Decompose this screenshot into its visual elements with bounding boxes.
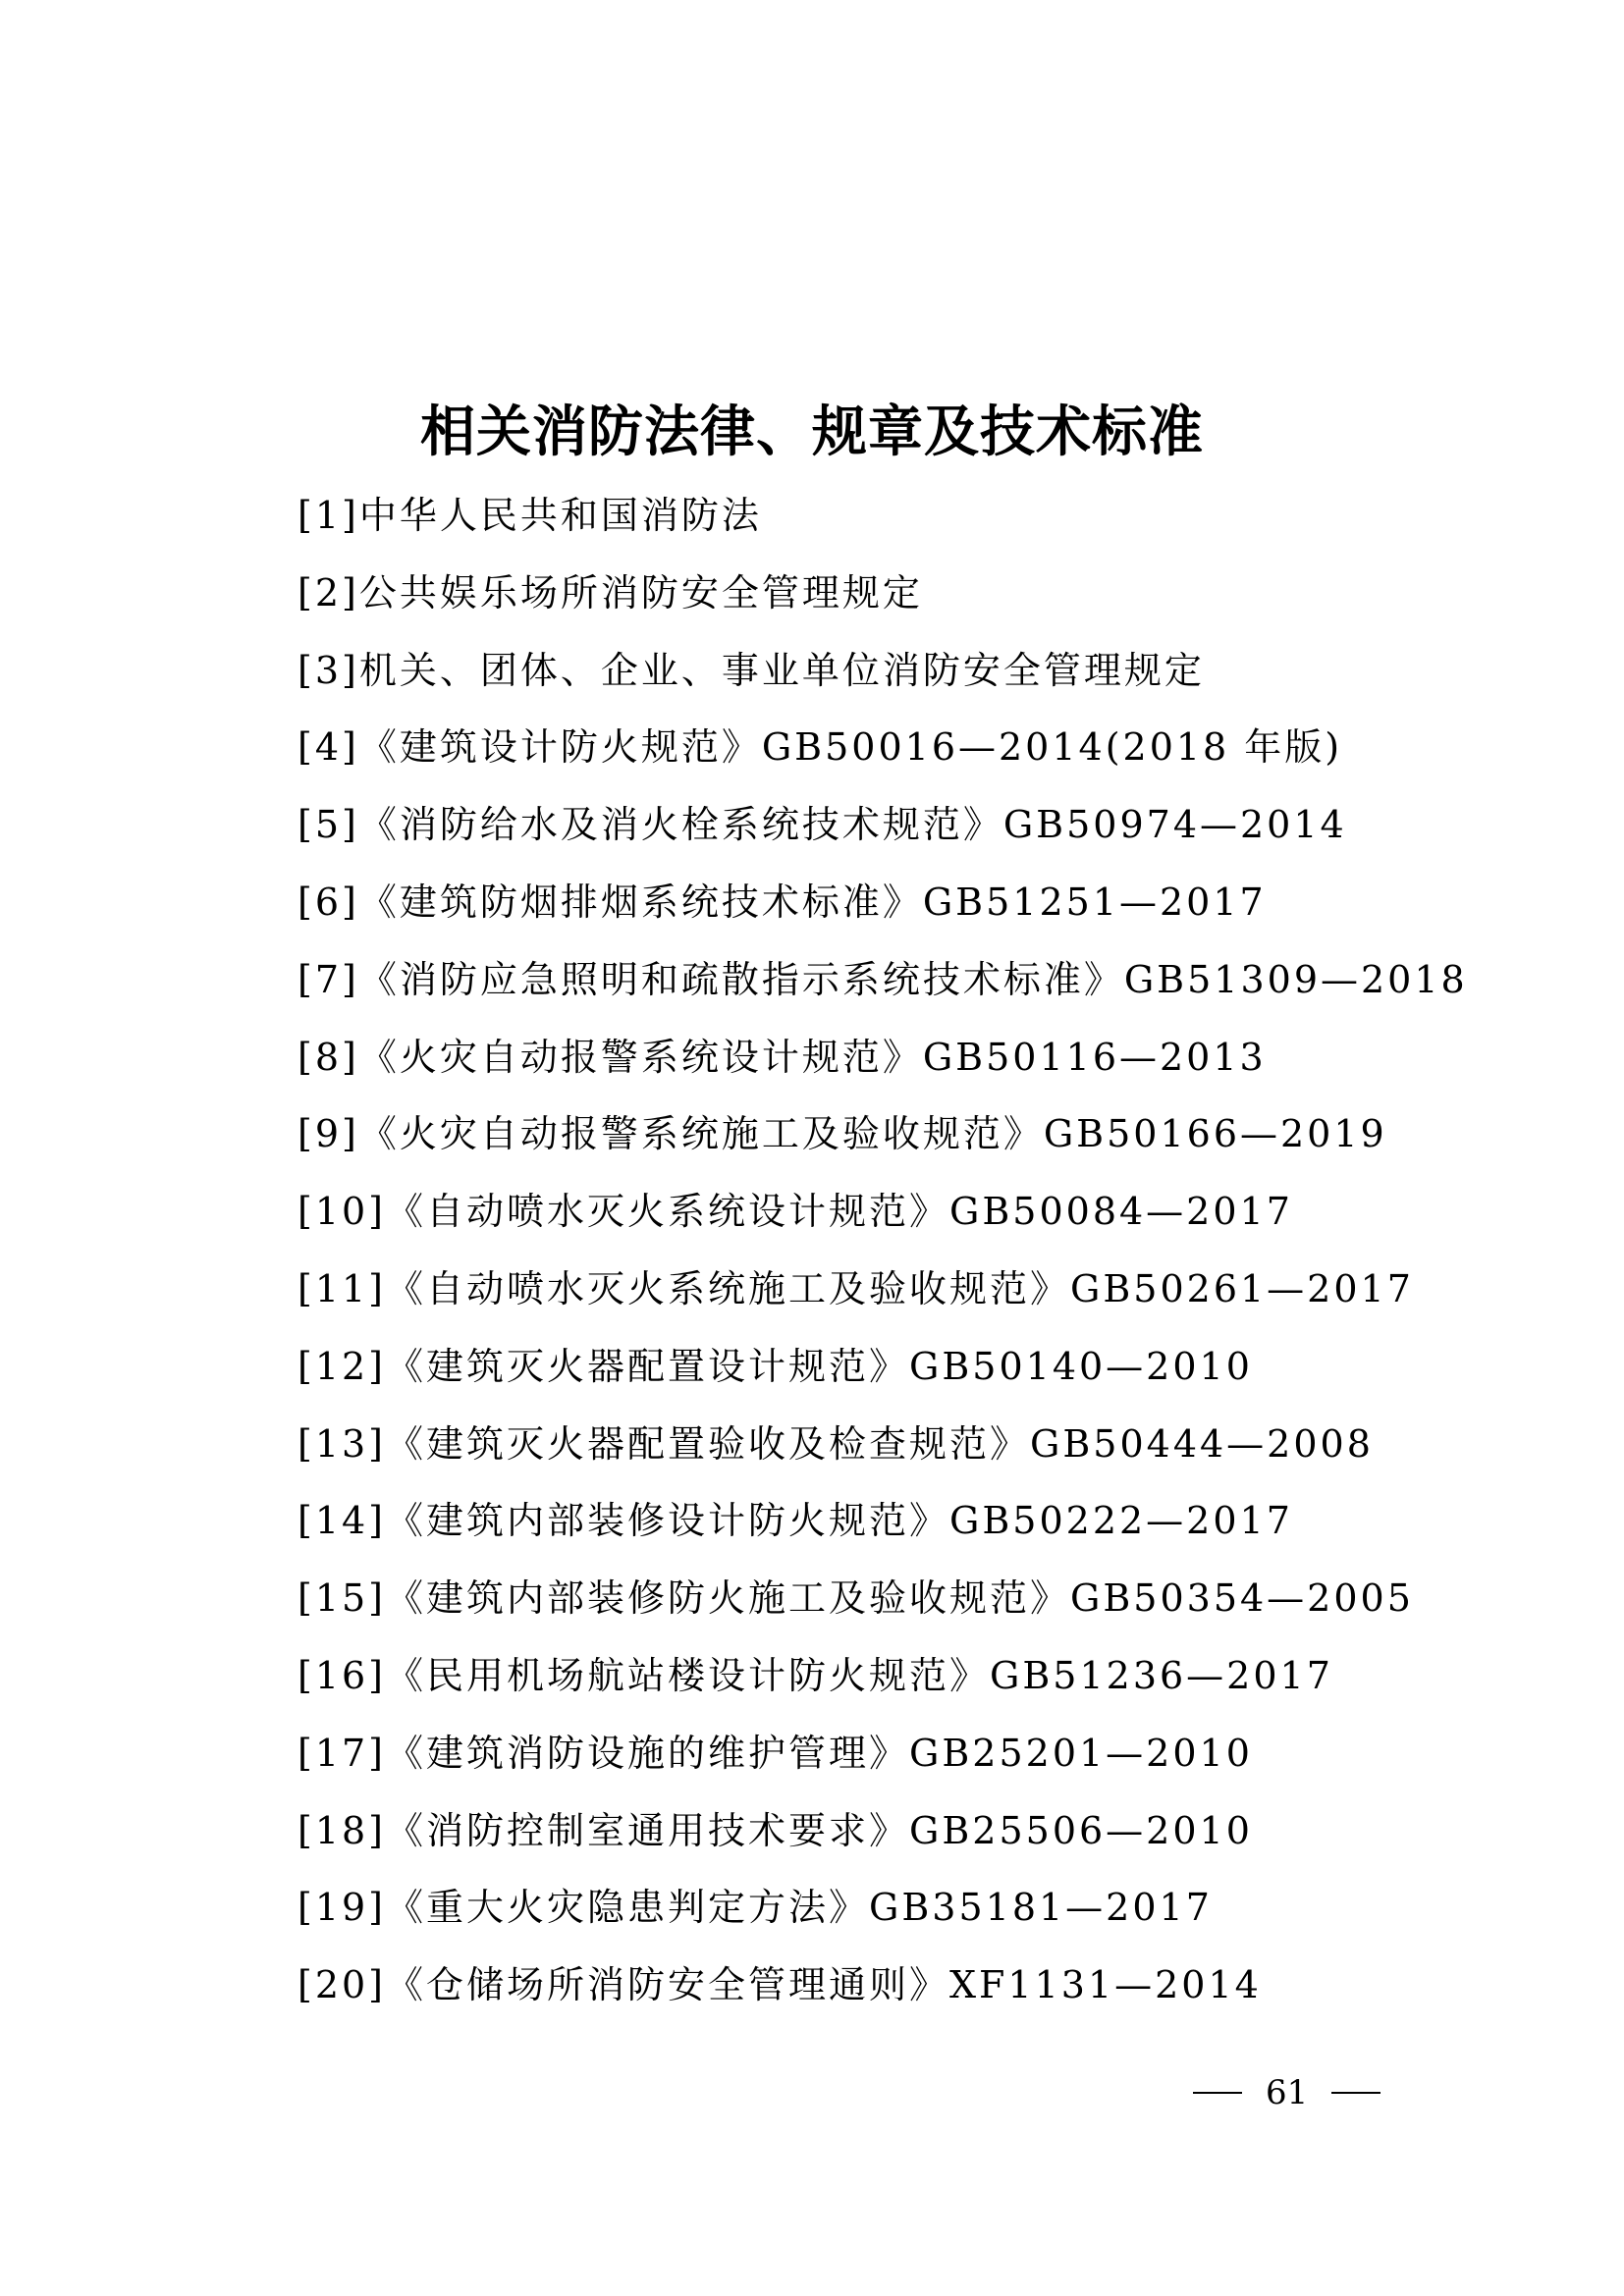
page-number: 61 (1266, 2073, 1309, 2112)
reference-item: [13]《建筑灭火器配置验收及检查规范》GB50444—2008 (298, 1421, 1374, 1466)
reference-item: [8]《火灾自动报警系统设计规范》GB50116—2013 (298, 1035, 1267, 1079)
reference-item: [6]《建筑防烟排烟系统技术标准》GB51251—2017 (298, 880, 1267, 924)
reference-item: [16]《民用机场航站楼设计防火规范》GB51236—2017 (298, 1653, 1333, 1697)
reference-item: [4]《建筑设计防火规范》GB50016—2014(2018 年版) (298, 725, 1343, 770)
reference-item: [10]《自动喷水灭火系统设计规范》GB50084—2017 (298, 1190, 1293, 1234)
reference-list (298, 483, 1468, 2030)
reference-item: [1]中华人民共和国消防法 (298, 494, 762, 537)
page-footer (1193, 2071, 1380, 2114)
reference-item: [20]《仓储场所消防安全管理通则》XF1131—2014 (298, 1963, 1262, 2007)
reference-item: [15]《建筑内部装修防火施工及验收规范》GB50354—2005 (298, 1576, 1414, 1621)
footer-dash-left (1193, 2092, 1242, 2094)
reference-item: [19]《重大火灾隐患判定方法》GB35181—2017 (298, 1886, 1213, 1930)
reference-item: [11]《自动喷水灭火系统施工及验收规范》GB50261—2017 (298, 1266, 1414, 1310)
reference-item: [3]机关、团体、企业、事业单位消防安全管理规定 (298, 648, 1205, 692)
reference-item: [9]《火灾自动报警系统施工及验收规范》GB50166—2019 (298, 1112, 1387, 1156)
reference-item: [2]公共娱乐场所消防安全管理规定 (298, 570, 923, 614)
reference-item: [5]《消防给水及消火栓系统技术规范》GB50974—2014 (298, 803, 1347, 847)
footer-dash-right (1331, 2092, 1380, 2094)
reference-item: [18]《消防控制室通用技术要求》GB25506—2010 (298, 1808, 1253, 1852)
page-title: 相关消防法律、规章及技术标准 (420, 399, 1204, 464)
reference-item: [7]《消防应急照明和疏散指示系统技术标准》GB51309—2018 (298, 957, 1468, 1001)
reference-item: [17]《建筑消防设施的维护管理》GB25201—2010 (298, 1731, 1253, 1775)
reference-item: [12]《建筑灭火器配置设计规范》GB50140—2010 (298, 1344, 1253, 1388)
reference-item: [14]《建筑内部装修设计防火规范》GB50222—2017 (298, 1499, 1293, 1543)
